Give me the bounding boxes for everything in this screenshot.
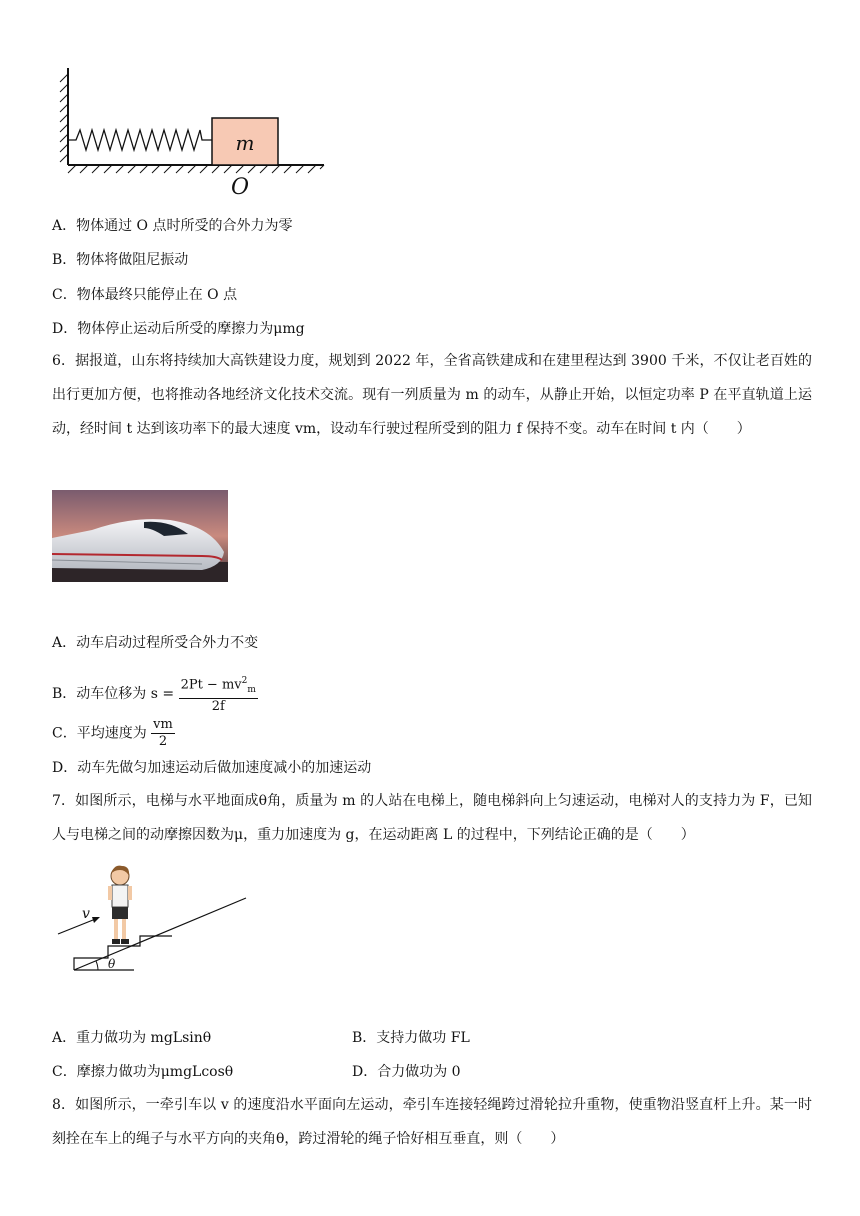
q6-option-b-prefix: B．动车位移为 s = xyxy=(52,685,175,702)
q7-option-d: D．合力做功为 0 xyxy=(352,1064,461,1080)
q6-option-b-fraction: $\frac{2Pt - mv^2_m}{2f}$ xyxy=(179,673,258,715)
q5-option-d: D．物体停止运动后所受的摩擦力为μmg xyxy=(52,321,305,337)
spring xyxy=(68,130,212,150)
train-image xyxy=(52,490,228,582)
q7-option-b: B．支持力做功 FL xyxy=(352,1030,470,1046)
q8-stem: 8．如图所示，一牵引车以 v 的速度沿水平面向左运动，牵引车连接轻绳跨过滑轮拉升重物，使重物沿竖直杆上升。某一时刻拴在车上的绳子与水平方向的夹角θ，跨过滑轮的绳子恰好相互垂直，则（ ） xyxy=(52,1097,812,1147)
q6-option-b-numerator: 2Pt − mv xyxy=(180,677,242,693)
q6-option-c-denominator: 2 xyxy=(158,734,168,749)
escalator-figure xyxy=(52,860,252,980)
q6-option-c-fraction xyxy=(151,717,175,750)
q7-stem: 7．如图所示，电梯与水平地面成θ角，质量为 m 的人站在电梯上，随电梯斜向上匀速运动，电梯对人的支持力为 F，已知人与电梯之间的动摩擦因数为μ，重力加速度为 g，在运动距离 L 的过程中，下列结论正确的是（ ） xyxy=(52,793,812,843)
q6-option-c-prefix: C．平均速度为 xyxy=(52,725,147,742)
q6-option-b xyxy=(52,673,258,715)
theta-label: θ xyxy=(108,957,116,971)
q6-option-d: D．动车先做匀加速运动后做加速度减小的加速运动 xyxy=(52,760,372,776)
q6-option-a: A．动车启动过程所受合外力不变 xyxy=(52,635,259,651)
spring-block-figure xyxy=(52,62,332,202)
q5-option-a: A．物体通过 O 点时所受的合外力为零 xyxy=(52,218,293,234)
q6-option-c xyxy=(52,717,175,750)
person xyxy=(108,866,132,944)
q7-option-c: C．摩擦力做功为μmgLcosθ xyxy=(52,1064,234,1080)
q5-option-b: B．物体将做阻尼振动 xyxy=(52,252,189,268)
q5-option-c: C．物体最终只能停止在 O 点 xyxy=(52,287,238,303)
point-o-label: O xyxy=(230,175,250,200)
velocity-label: v xyxy=(82,906,90,922)
mass-label: m xyxy=(235,131,255,155)
q6-option-b-denominator: 2f xyxy=(211,698,225,714)
q6-option-c-numerator: vm xyxy=(153,717,173,732)
q7-option-a: A．重力做功为 mgLsinθ xyxy=(52,1030,212,1046)
q6-stem: 6．据报道，山东将持续加大高铁建设力度，规划到 2022 年，全省高铁建成和在建里程达到 3900 千米，不仅让老百姓的出行更加方便，也将推动各地经济文化技术交流。现有一列质量为 m 的动车，从静止开始，以恒定功率 P 在平直轨道上运动，经时间 t 达到该功率下的最大速度 vm，设动车行驶过程所受到的阻力 f 保持不变。动车在时间 t 内（ ） xyxy=(52,353,812,437)
